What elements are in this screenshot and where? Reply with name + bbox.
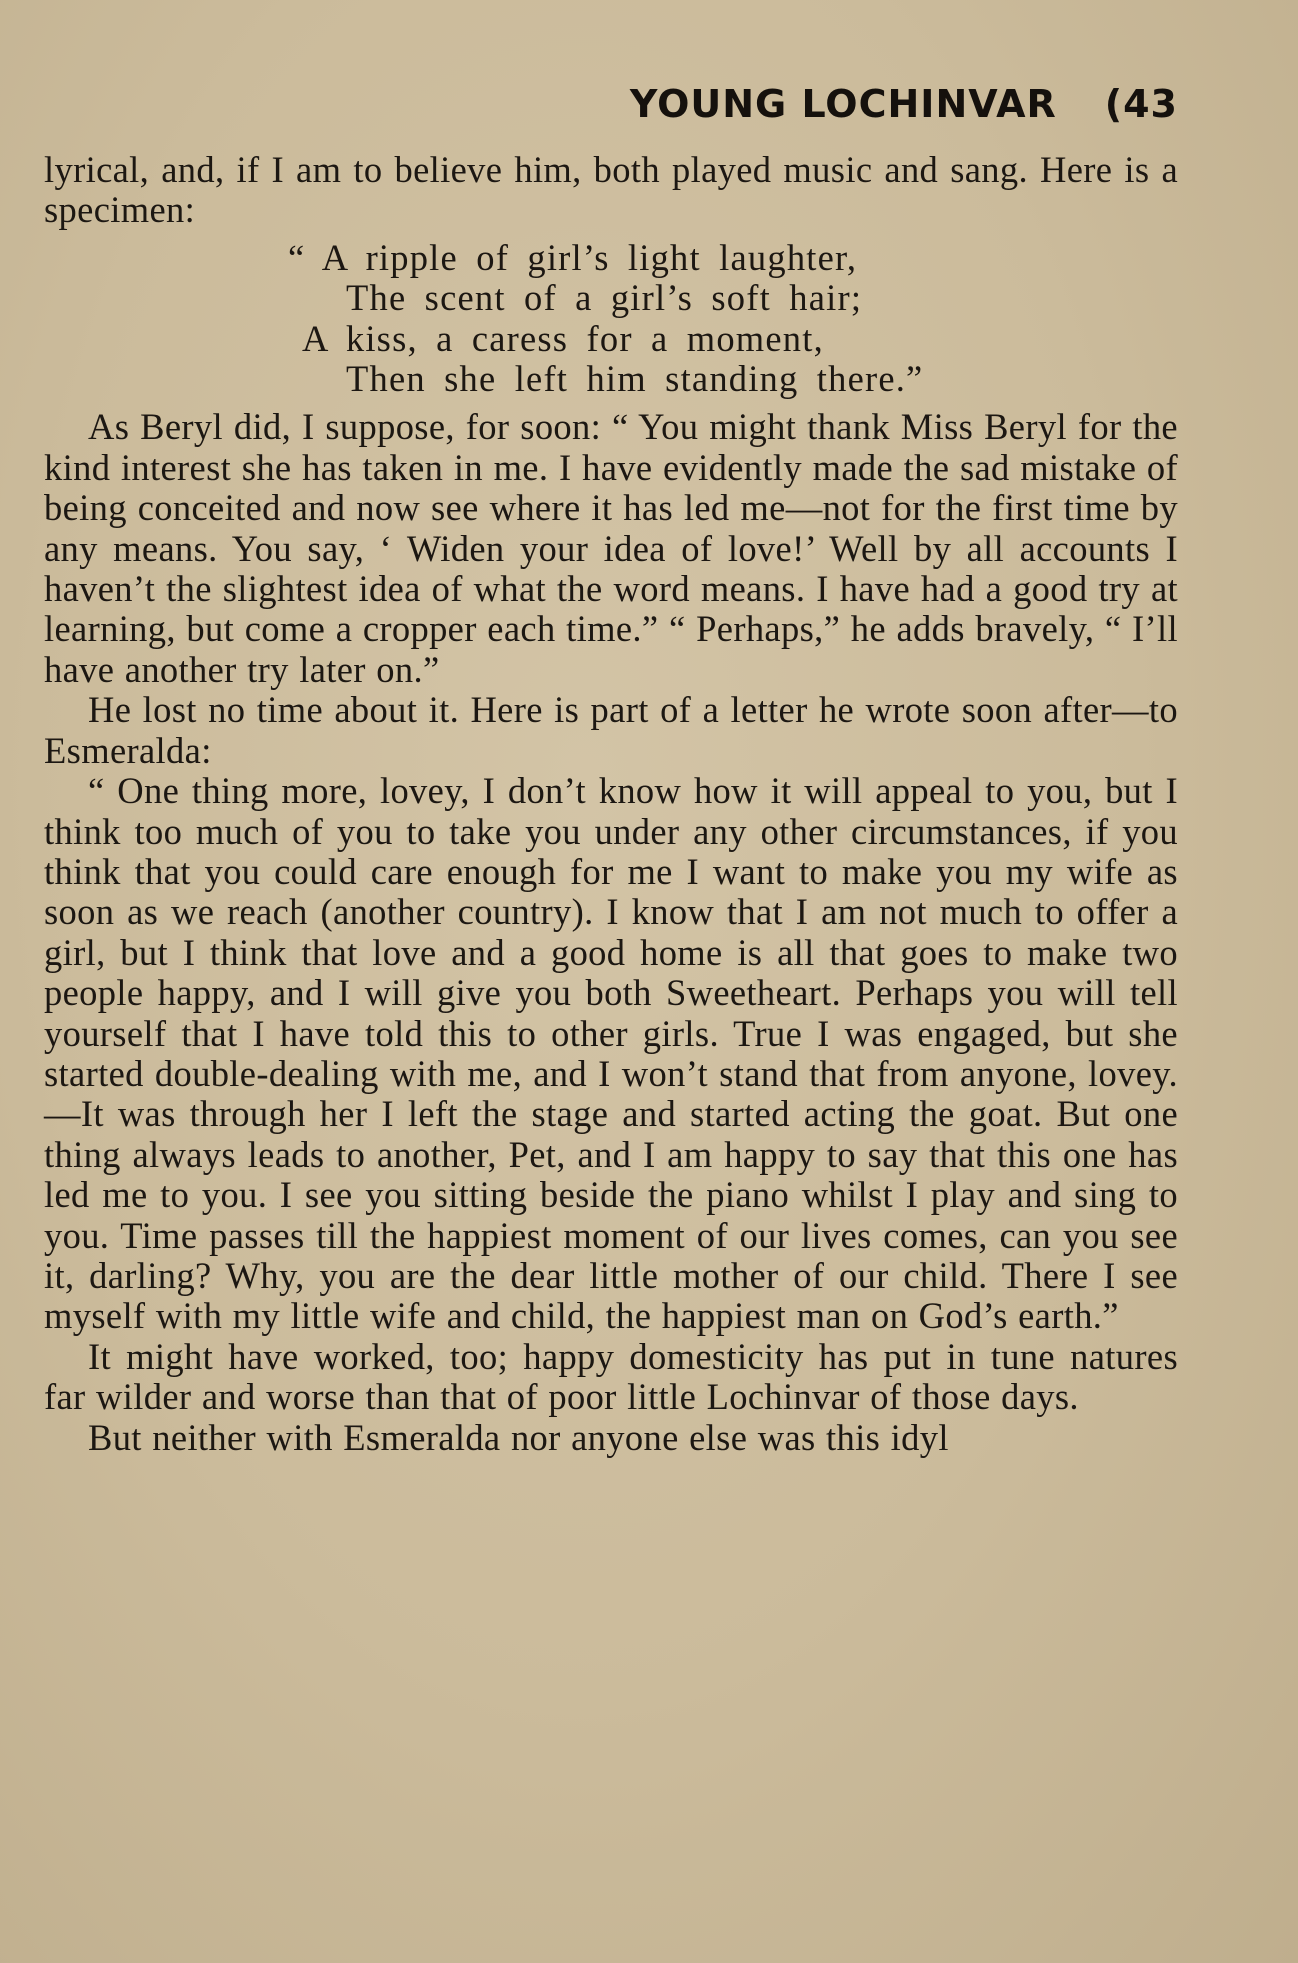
paragraph-might-have-worked: It might have worked, too; happy domesticity has put in tune natures far wilder and worse than that of poor little Lochinvar of those days. <box>44 1335 1178 1418</box>
paragraph-final: But neither with Esmeralda nor anyone else was this idyl <box>88 1416 949 1458</box>
chapter-title: YOUNG LOCHINVAR <box>629 82 1057 126</box>
paragraph-lost-no-time: He lost no time about it. Here is part of a letter he wrote soon after—to Esmeralda: <box>44 689 1178 771</box>
page-number: (43 <box>1104 82 1178 126</box>
body-text <box>44 150 1178 1458</box>
verse-block <box>44 238 1178 400</box>
verse-line-1: “ A ripple of girl’s light laughter, <box>288 236 858 278</box>
verse-line-2: The scent of a girl’s soft hair; <box>346 277 863 319</box>
paragraph-beryl: As Beryl did, I suppose, for soon: “ You might thank Miss Beryl for the kind interest she has taken in me. I have evidently made the sad mistake of being conceited and now see where it has led me—not for the first time by any means. You say, ‘ Widen your idea of love!’ Well by all accounts I haven’t the slightest idea of what the word means. I have had a good try at learning, but come a cropper each time.” “ Perhaps,” he adds bravely, “ I’ll have another try later on.” <box>44 406 1178 690</box>
verse-line-3: A kiss, a caress for a moment, <box>302 317 824 359</box>
running-head <box>630 82 1178 126</box>
paragraph-letter: “ One thing more, lovey, I don’t know how it will appeal to you, but I think too much of you to take you under any other circumstances, if you think that you could care enough for me I want to make you my wife as soon as we reach (another country). I know that I am not much to offer a girl, but I think that love and a good home is all that goes to make two people happy, and I will give you both Sweetheart. Perhaps you will tell yourself that I have told this to other girls. True I was engaged, but she started double-dealing with me, and I won’t stand that from anyone, lovey.—It was through her I left the stage and started acting the goat. But one thing always leads to another, Pet, and I am happy to say that this one has led me to you. I see you sitting beside the piano whilst I play and sing to you. Time passes till the happiest moment of our lives comes, can you see it, darling? Why, you are the dear little mother of our child. There I see myself with my little wife and child, the happiest man on God’s earth.” <box>44 770 1178 1337</box>
verse-line-4: Then she left him standing there.” <box>346 358 924 400</box>
paragraph-intro: lyrical, and, if I am to believe him, both played music and sang. Here is a specimen: <box>44 149 1178 231</box>
